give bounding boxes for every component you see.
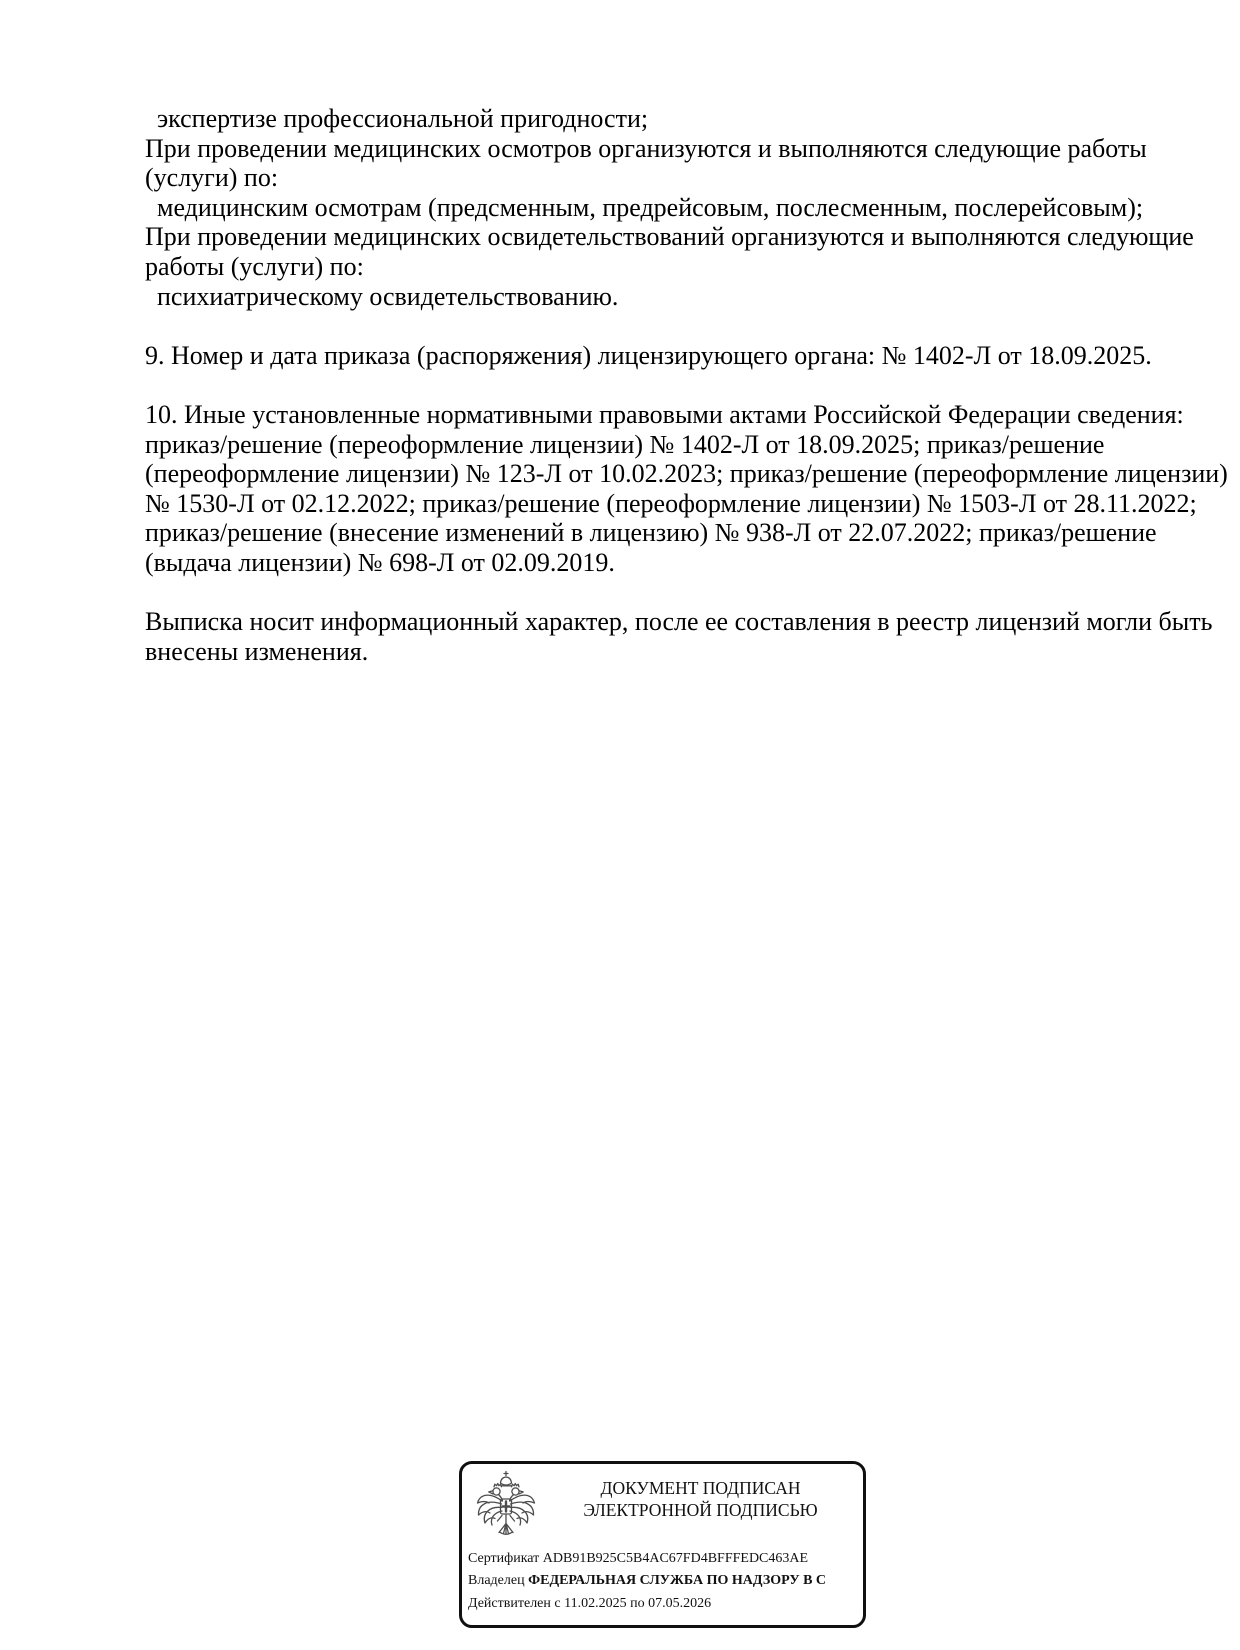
- text-line: экспертизе профессиональной пригодности;: [157, 104, 649, 133]
- document-body-text: [145, 104, 1228, 666]
- owner-line: [468, 1570, 863, 1592]
- text-line: (выдача лицензии) № 698-Л от 02.09.2019.: [145, 547, 615, 577]
- stamp-title: [540, 1477, 861, 1521]
- certificate-label: Сертификат: [468, 1551, 540, 1566]
- stamp-title-line-1: ДОКУМЕНТ ПОДПИСАН: [600, 1478, 801, 1498]
- text-line: 10. Иные установленные нормативными правовыми актами Российской Федерации сведения:: [145, 399, 1184, 429]
- certificate-line: [468, 1548, 863, 1570]
- owner-label: Владелец: [468, 1573, 525, 1589]
- validity-line: Действителен с 11.02.2025 по 07.05.2026: [468, 1595, 712, 1611]
- text-line: При проведении медицинских освидетельствований организуются и выполняются следующие: [145, 222, 1194, 252]
- stamp-info: [468, 1548, 863, 1615]
- paragraph-item-10: [145, 400, 1228, 578]
- stamp-title-line-2: ЭЛЕКТРОННОЙ ПОДПИСЬЮ: [583, 1500, 818, 1520]
- text-line: № 1530-Л от 02.12.2022; приказ/решение (переоформление лицензии) № 1503-Л от 28.11.2022;: [145, 488, 1197, 518]
- electronic-signature-stamp: [459, 1461, 866, 1628]
- double-headed-eagle-emblem-icon: [474, 1470, 538, 1542]
- text-line: Выписка носит информационный характер, после ее составления в реестр лицензий могли быть: [145, 607, 1213, 637]
- text-line: (переоформление лицензии) № 123-Л от 10.02.2023; приказ/решение (переоформление лицензии): [145, 459, 1228, 489]
- paragraph-extract-note: [145, 607, 1228, 666]
- text-line: внесены изменения.: [145, 636, 369, 666]
- owner-value: ФЕДЕРАЛЬНАЯ СЛУЖБА ПО НАДЗОРУ В С: [528, 1573, 827, 1589]
- text-line: работы (услуги) по:: [145, 251, 364, 281]
- text-line: При проведении медицинских осмотров организуются и выполняются следующие работы: [145, 133, 1147, 163]
- text-line: 9. Номер и дата приказа (распоряжения) лицензирующего органа: № 1402-Л от 18.09.2025.: [145, 340, 1152, 370]
- text-line: медицинским осмотрам (предсменным, предрейсовым, послесменным, послерейсовым);: [157, 192, 1144, 222]
- paragraph-medical-services: [145, 104, 1228, 311]
- text-line: приказ/решение (переоформление лицензии) № 1402-Л от 18.09.2025; приказ/решение: [145, 429, 1105, 459]
- text-line: (услуги) по:: [145, 163, 279, 193]
- paragraph-item-9: [145, 341, 1228, 371]
- text-line: приказ/решение (внесение изменений в лицензию) № 938-Л от 22.07.2022; приказ/решение: [145, 518, 1157, 548]
- text-line: психиатрическому освидетельствованию.: [157, 281, 619, 311]
- certificate-value: ADB91B925C5B4AC67FD4BFFFEDC463AE: [542, 1551, 809, 1566]
